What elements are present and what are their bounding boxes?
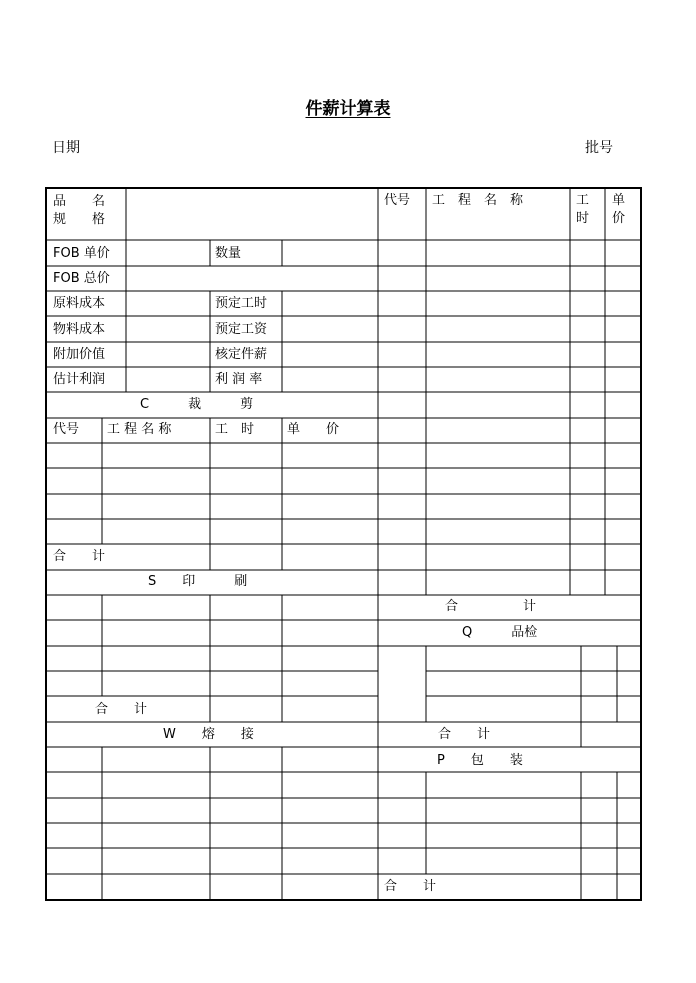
fob-total-price-label: FOB 总价 (53, 271, 110, 286)
raw-material-cost-label: 原料成本 (53, 296, 106, 311)
cutting-section-title: C 裁 剪 (140, 397, 254, 412)
right-col-process-name: 工 程 名 称 (432, 193, 524, 208)
welding-section-title: W 熔 接 (163, 727, 254, 742)
qc-total-label: 合 计 (438, 727, 491, 742)
planned-hours-label: 预定工时 (215, 296, 268, 311)
quantity-label: 数量 (215, 246, 242, 261)
spec-label: 规 格 (53, 212, 106, 227)
profit-rate-label: 利 润 率 (215, 372, 263, 387)
packing-section-title: P 包 装 (437, 753, 523, 768)
page-title: 件薪计算表 (305, 99, 391, 119)
cutting-total-label: 合 计 (53, 549, 106, 564)
cutting-col-process-name: 工 程 名 称 (107, 422, 172, 437)
right-col-code: 代号 (384, 193, 411, 208)
material-cost-label: 物料成本 (53, 322, 106, 337)
product-name-label: 品 名 (53, 194, 106, 209)
right-col-unit-price-top: 单 (612, 193, 626, 208)
cutting-col-code: 代号 (53, 422, 80, 437)
approved-piece-pay-label: 核定件薪 (215, 347, 268, 362)
right-col-unit-price-bottom: 价 (612, 211, 626, 226)
right-col-hours-bottom: 时 (576, 211, 590, 226)
added-value-label: 附加价值 (53, 347, 106, 362)
right-total-label: 合 计 (445, 599, 537, 614)
cutting-col-unit-price: 单 价 (287, 422, 340, 437)
table-grid-lines (46, 188, 641, 900)
packing-total-label: 合 计 (384, 879, 437, 894)
estimated-profit-label: 估计利润 (53, 372, 106, 387)
printing-total-label: 合 计 (95, 702, 148, 717)
date-label: 日期 (52, 140, 80, 156)
cutting-col-hours: 工 时 (215, 422, 255, 437)
batch-number-label: 批号 (585, 140, 613, 156)
qc-section-title: Q 品检 (462, 625, 538, 640)
right-col-hours-top: 工 (576, 193, 590, 208)
fob-unit-price-label: FOB 单价 (53, 246, 110, 261)
printing-section-title: S 印 刷 (148, 574, 248, 589)
planned-wage-label: 预定工资 (215, 322, 268, 337)
